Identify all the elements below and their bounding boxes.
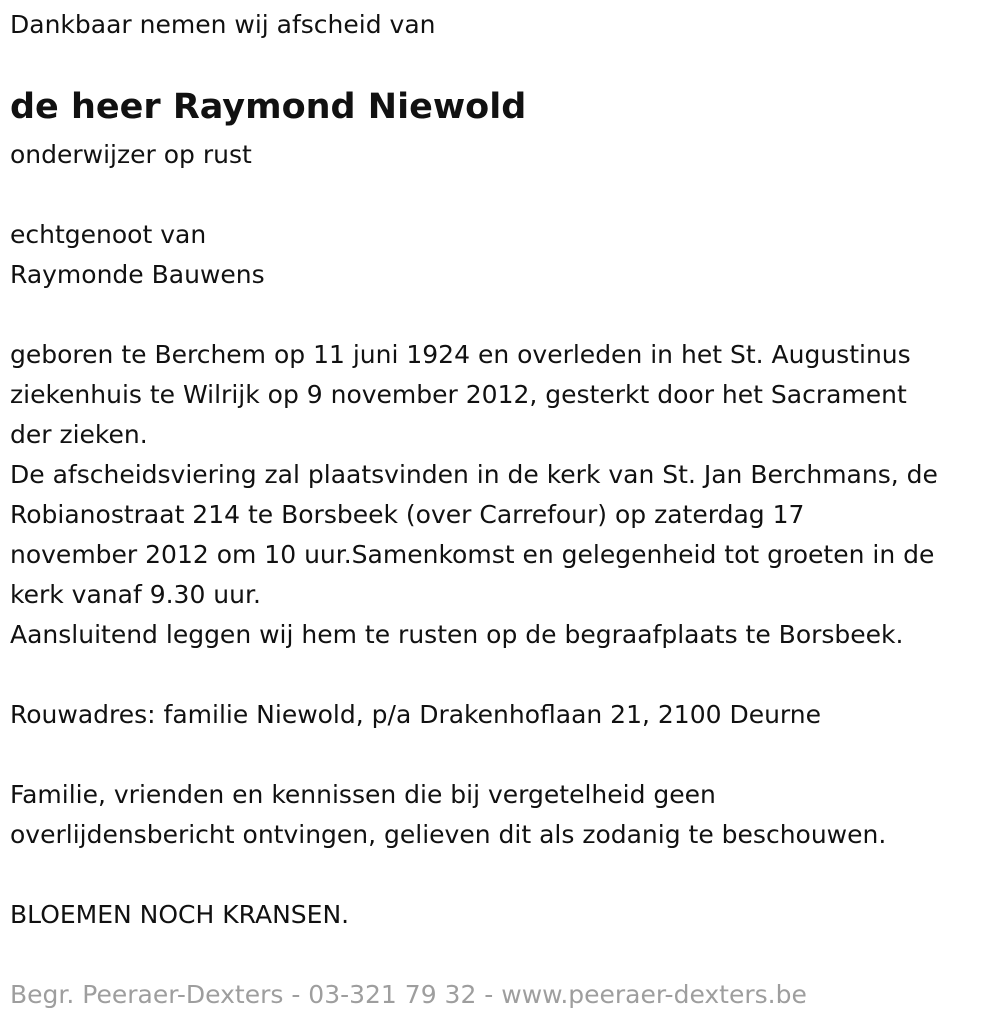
spacer	[10, 175, 995, 215]
body-line: Robianostraat 214 te Borsbeek (over Carrefour) op zaterdag 17	[10, 500, 805, 529]
obituary-notice	[10, 0, 995, 1015]
spouse-label: echtgenoot van	[10, 220, 207, 249]
spouse-name: Raymonde Bauwens	[10, 260, 265, 289]
funeral-home-footer: Begr. Peeraer-Dexters - 03-321 79 32 - www.peeraer-dexters.be	[10, 980, 807, 1009]
spacer	[10, 935, 995, 975]
deceased-name: de heer Raymond Niewold	[10, 87, 527, 127]
spacer	[10, 655, 995, 695]
flowers-notice: BLOEMEN NOCH KRANSEN.	[10, 900, 350, 929]
spacer	[10, 855, 995, 895]
intro-text: Dankbaar nemen wij afscheid van	[10, 10, 436, 39]
body-line: november 2012 om 10 uur.Samenkomst en gelegenheid tot groeten in de	[10, 540, 935, 569]
body-line: kerk vanaf 9.30 uur.	[10, 580, 261, 609]
announcement-body	[10, 335, 995, 655]
spacer	[10, 735, 995, 775]
spacer	[10, 295, 995, 335]
mourning-address: Rouwadres: familie Niewold, p/a Drakenhoflaan 21, 2100 Deurne	[10, 700, 821, 729]
notice-line: overlijdensbericht ontvingen, gelieven dit als zodanig te beschouwen.	[10, 820, 887, 849]
notice-line: Familie, vrienden en kennissen die bij vergetelheid geen	[10, 780, 716, 809]
body-line: ziekenhuis te Wilrijk op 9 november 2012, gesterkt door het Sacrament	[10, 380, 907, 409]
body-line: der zieken.	[10, 420, 148, 449]
body-line: De afscheidsviering zal plaatsvinden in de kerk van St. Jan Berchmans, de	[10, 460, 938, 489]
notice-paragraph	[10, 775, 995, 855]
body-line: Aansluitend leggen wij hem te rusten op de begraafplaats te Borsbeek.	[10, 620, 904, 649]
body-line: geboren te Berchem op 11 juni 1924 en overleden in het St. Augustinus	[10, 340, 911, 369]
occupation-text: onderwijzer op rust	[10, 140, 252, 169]
